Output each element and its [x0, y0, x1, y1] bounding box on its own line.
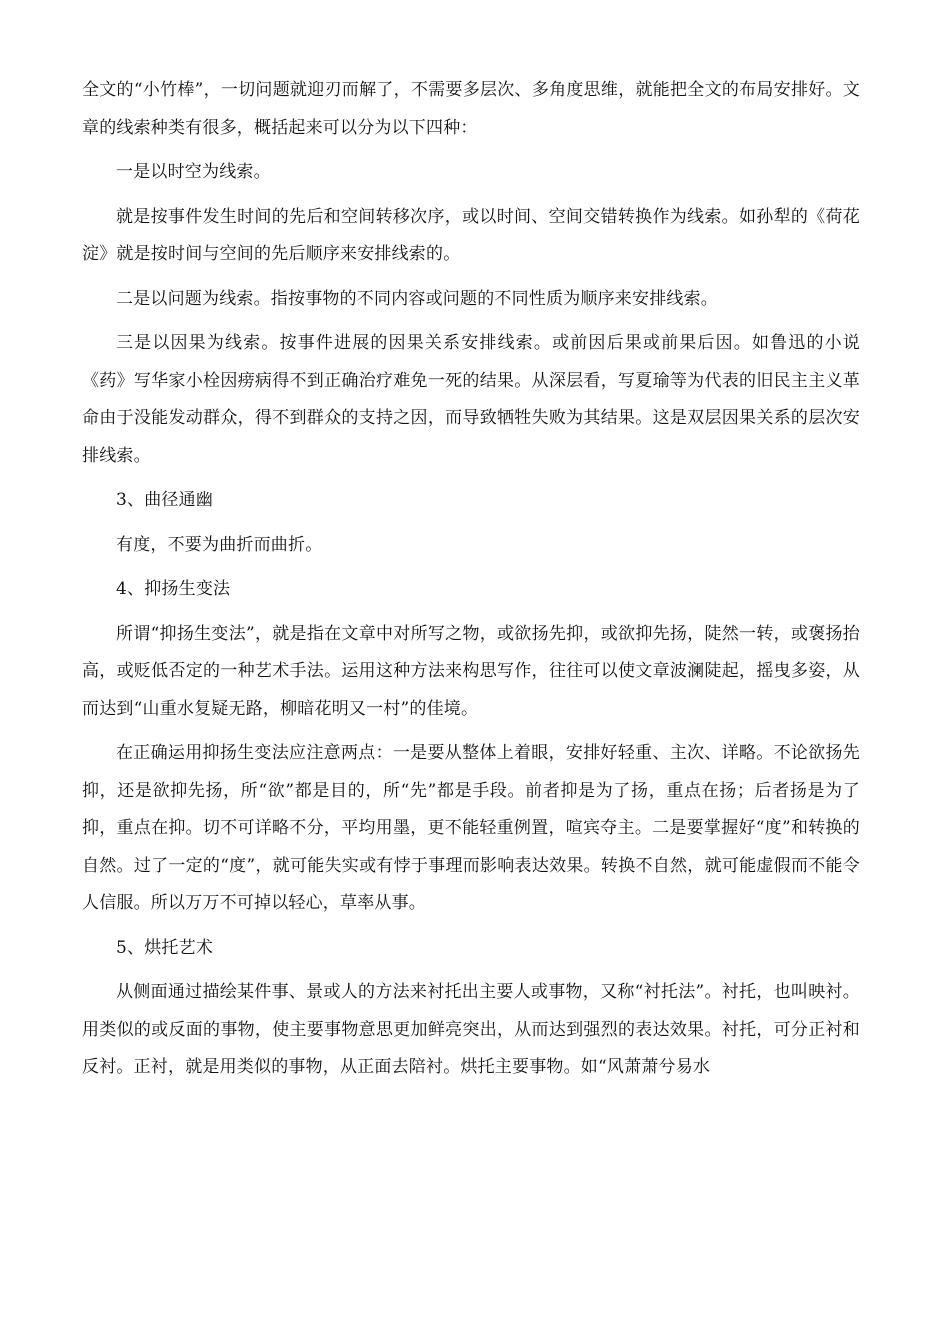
paragraph-section-4-definition: 所谓“抑扬生变法”，就是指在文章中对所写之物，或欲扬先抑，或欲抑先扬，陡然一转，或褒扬抬高，或贬低否定的一种艺术手法。运用这种方法来构思写作，往往可以使文章波澜陡起，摇曳多姿，从而达到“山重水复疑无路，柳暗花明又一村”的佳境。: [82, 623, 860, 719]
paragraph-section-4-notes: 在正确运用抑扬生变法应注意两点：一是要从整体上着眼，安排好轻重、主次、详略。不论欲扬先抑，还是欲抑先扬，所“欲”都是目的，所“先”都是手段。前者抑是为了扬，重点在扬；后者扬是为了抑，重点在抑。切不可详略不分，平均用墨，更不能轻重例置，喧宾夺主。二是要掌握好“度”和转换的自然。过了一定的“度”，就可能失实或有悖于事理而影响表达效果。转换不自然，就可能虚假而不能令人信服。所以万万不可掉以轻心，草率从事。: [82, 743, 860, 913]
paragraph-continuation: 全文的“小竹棒”，一切问题就迎刃而解了，不需要多层次、多角度思维，就能把全文的布局安排好。文章的线索种类有很多，概括起来可以分为以下四种：: [82, 80, 860, 138]
paragraph-clue-type-2: 二是以问题为线索。指按事物的不同内容或问题的不同性质为顺序来安排线索。: [116, 288, 718, 309]
paragraph-section-3: 有度，不要为曲折而曲折。: [116, 534, 323, 555]
section-heading-3: 3、曲径通幽: [116, 490, 214, 510]
section-heading-4: 4、抑扬生变法: [116, 579, 231, 599]
document-page: [82, 72, 860, 1094]
section-heading-5: 5、烘托艺术: [116, 937, 214, 958]
paragraph-time-space-explanation: 就是按事件发生时间的先后和空间转移次序，或以时间、空间交错转换作为线索。如孙犁的《荷花淀》就是按时间与空间的先后顺序来安排线索的。: [82, 206, 860, 264]
paragraph-clue-type-3: 三是以因果为线索。按事件进展的因果关系安排线索。或前因后果或前果后因。如鲁迅的小说《药》写华家小栓因痨病得不到正确治疗难免一死的结果。从深层看，写夏瑜等为代表的旧民主主义革命由于没能发动群众，得不到群众的支持之因，而导致牺牲失败为其结果。这是双层因果关系的层次安排线索。: [82, 333, 860, 466]
paragraph-clue-type-1: 一是以时空为线索。: [116, 162, 271, 182]
paragraph-section-5: 从侧面通过描绘某件事、景或人的方法来衬托出主要人或事物，又称“衬托法”。衬托，也叫映衬。用类似的或反面的事物，使主要事物意思更加鲜亮突出，从而达到强烈的表达效果。衬托，可分正衬和反衬。正衬，就是用类似的事物，从正面去陪衬。烘托主要事物。如“风萧萧兮易水: [82, 982, 860, 1077]
